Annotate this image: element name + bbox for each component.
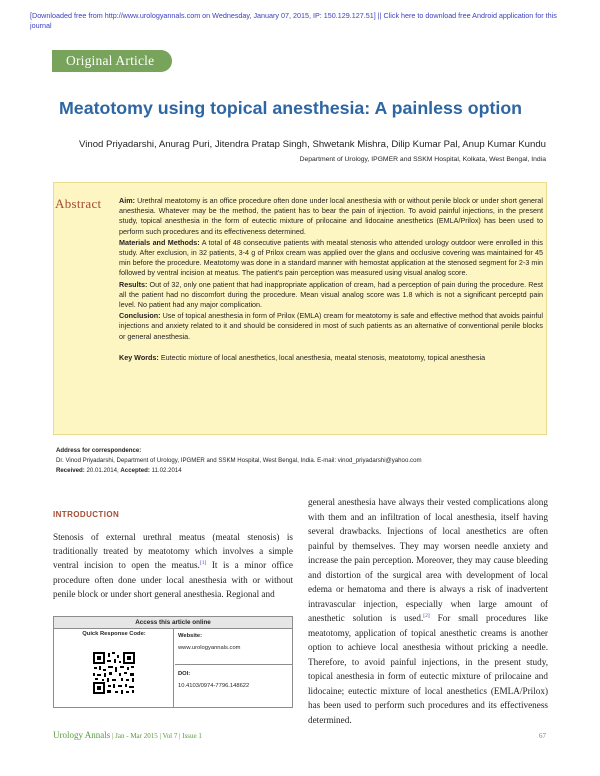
aim-text: Urethral meatotomy is an office procedure often done under local anesthesia with or without penile block or under short general anesthesia. Whatever may be the method, the patient has to bear the pain of injection. To avoid painful injections, in the present study, topical anesthesia in the form of eutectic mixture of prilocaine and lidocaine anesthetics (EMLA/Prilox) has been used to perform such procedures and its effectiveness determined. bbox=[119, 196, 543, 236]
abstract-label: Abstract bbox=[55, 196, 102, 211]
introduction-heading: INTRODUCTION bbox=[53, 510, 120, 519]
accepted-date: 11.02.2014 bbox=[151, 466, 182, 474]
download-banner-line2[interactable]: journal bbox=[30, 20, 52, 30]
doi-value[interactable]: 10.4103/0974-7796.148622 bbox=[178, 683, 250, 689]
intro-right-text-1: general anesthesia have always their vested complications along with them and an infiltration of local anesthesia, itself having several drawbacks. Injections of local anesthetics are often painful by themselves. They may worsen needle anxiety and increase the pain perception. Moreover, they may cause bleeding and distortion of the surgical area with development of local edema or hematoma and there is always a risk of inadvertent intravascular injection, especially when large amount of anesthetic solution is used. bbox=[308, 497, 548, 623]
abstract-results bbox=[119, 280, 543, 311]
footer-issue: | Jan - Mar 2015 | Vol 7 | Issue 1 bbox=[112, 732, 202, 740]
doi-label: DOI: bbox=[178, 671, 191, 677]
intro-right-text-2: For small procedures like meatotomy, application of topical anesthetic creams is another option to achieve local anesthesia without pricking a needle. Therefore, to avoid painful injections, in the present study, topical anesthesia in form of eutectic mixture of prilocaine and lidocaine; eutectic mixture of local anesthetics (EMLA/Prilox) has been used to perform such procedures and its effectiveness determined. bbox=[308, 613, 549, 725]
received-date: 20.01.2014, bbox=[86, 466, 119, 474]
access-info-cell bbox=[175, 629, 292, 707]
article-title: Meatotomy using topical anesthesia: A painless option bbox=[59, 98, 523, 118]
intro-left-text-1: Stenosis of external urethral meatus (meatal stenosis) is traditionally treated by meatotomy which involves a simple ventral incision to open the meatus. bbox=[53, 532, 293, 571]
correspondence-address: Dr. Vinod Priyadarshi, Department of Urology, IPGMER and SSKM Hospital, West Bengal, India. E-mail: vinod_priyadarshi@yahoo.com bbox=[56, 456, 422, 464]
download-banner-line1[interactable]: [Downloaded free from http://www.urologyannals.com on Wednesday, January 07, 2015, IP: 150.129.127.51] || Click here to download free Android application for this bbox=[30, 11, 557, 20]
introduction-left-column bbox=[53, 530, 293, 601]
affiliation: Department of Urology, IPGMER and SSKM Hospital, Kolkata, West Bengal, India bbox=[299, 156, 546, 163]
correspondence-label-line bbox=[56, 446, 546, 456]
page-number: 67 bbox=[539, 732, 546, 740]
reference-link-2[interactable]: [2] bbox=[423, 613, 430, 619]
results-text: Out of 32, only one patient that had inappropriate application of cream, had a perception of pain during the procedure. Rest all the patient had no discomfort during the procedure. Mean visual analog score was 1.8 which is not a significant perceptd pain level. No patient had any major complication. bbox=[119, 279, 544, 310]
qr-label: Quick Response Code: bbox=[82, 631, 146, 637]
methods-label: Materials and Methods: bbox=[119, 237, 200, 247]
introduction-right-column bbox=[308, 495, 548, 727]
conclusion-text: Use of topical anesthesia in form of Prilox (EMLA) cream for meatotomy is safe and effective method that avoids painful injections and anxiety related to it and should be considered in most of such patients as an alternative of conventional penile blocks or general anesthesia. bbox=[119, 311, 543, 341]
keywords-label: Key Words: bbox=[119, 352, 159, 362]
qr-code-icon[interactable] bbox=[92, 651, 136, 695]
reference-link-1[interactable]: [1] bbox=[199, 560, 207, 567]
aim-label: Aim: bbox=[119, 196, 135, 205]
website-link[interactable]: www.urologyannals.com bbox=[178, 645, 241, 651]
abstract-aim bbox=[119, 196, 543, 237]
received-label: Received: bbox=[56, 466, 85, 474]
qr-cell bbox=[54, 629, 174, 707]
access-box-header: Access this article online bbox=[54, 617, 292, 629]
methods-text: A total of 48 consecutive patients with meatal stenosis who attended urology outdoor were enrolled in this study. After exclusion, in 32 patients, 3-4 g of Prilox cream was applied over the glans and occlusive covering was maintained for 45 min before the procedure. Meatotomy was done in a standard manner with hemostat application at the stenosed segment for 2-3 min followed by ventral incision at meatus. The patient's pain perception was measured using visual analog score. bbox=[119, 237, 543, 278]
correspondence-label: Address for correspondence: bbox=[56, 447, 142, 454]
footer-journal-name: Urology Annals bbox=[53, 730, 111, 740]
download-banner[interactable] bbox=[30, 11, 600, 30]
author-list: Vinod Priyadarshi, Anurag Puri, Jitendra Pratap Singh, Shwetank Mishra, Dilip Kumar Pal, Anup Kumar Kundu bbox=[79, 139, 546, 150]
intro-left-text-2: It is a minor office procedure often done under local anesthesia with or without penile block or under short general anesthesia. Regional and bbox=[53, 560, 293, 599]
results-label: Results: bbox=[119, 279, 148, 289]
correspondence-block bbox=[56, 446, 546, 475]
website-row bbox=[175, 629, 292, 665]
article-type-tag bbox=[52, 50, 172, 72]
journal-footer bbox=[53, 730, 202, 740]
article-type-label: Original Article bbox=[66, 53, 155, 68]
received-accepted-line bbox=[56, 466, 546, 476]
conclusion-label: Conclusion: bbox=[119, 311, 161, 321]
accepted-label: Accepted: bbox=[120, 466, 150, 474]
abstract-conclusion bbox=[119, 311, 543, 342]
website-label: Website: bbox=[178, 633, 203, 639]
abstract-body bbox=[119, 196, 543, 364]
access-online-box bbox=[53, 616, 293, 708]
keywords-text: Eutectic mixture of local anesthetics, local anesthesia, meatal stenosis, meatotomy, topical anesthesia bbox=[160, 352, 486, 362]
abstract-keywords bbox=[119, 353, 543, 363]
abstract-methods bbox=[119, 238, 543, 279]
